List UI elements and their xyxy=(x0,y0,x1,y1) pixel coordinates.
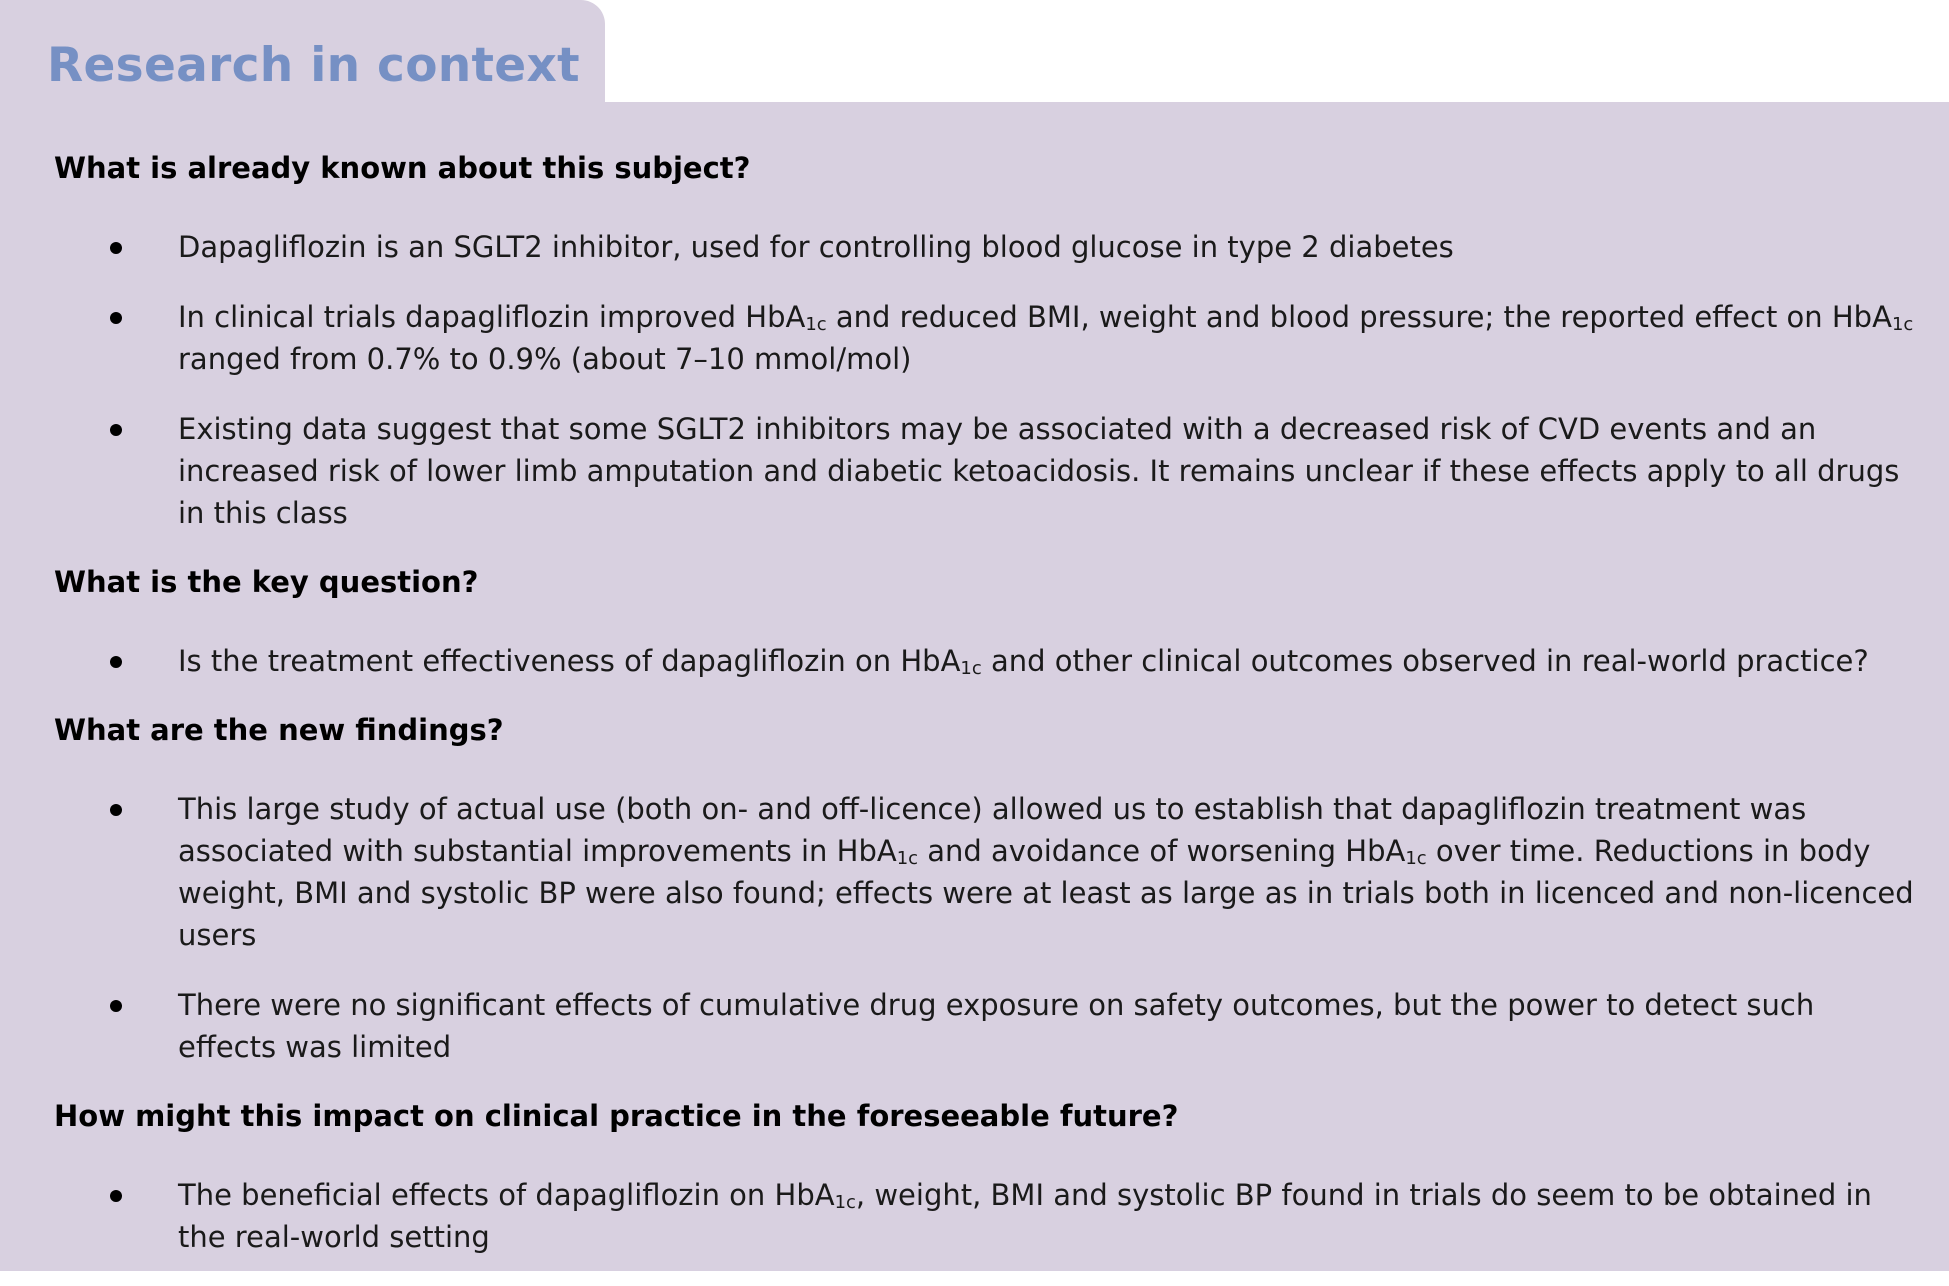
subscript: 1c xyxy=(960,658,982,680)
bullet-dot xyxy=(110,312,122,324)
bullet-dot xyxy=(110,242,122,254)
bullet-text: and avoidance of worsening HbA xyxy=(918,834,1406,868)
subscript: 1c xyxy=(834,1192,856,1214)
section-heading: What is the key question? xyxy=(54,565,479,599)
bullet-text: and other clinical outcomes observed in real-world practice? xyxy=(981,644,1869,678)
subscript: 1c xyxy=(896,848,919,870)
section-impact xyxy=(54,1096,1914,1258)
bullet-list xyxy=(54,1174,1914,1258)
section-heading: How might this impact on clinical practice in the foreseeable future? xyxy=(54,1099,1179,1133)
bullet-text: There were no significant effects of cumulative drug exposure on safety outcomes, but the power to detect such effects was limited xyxy=(178,988,1815,1064)
bullet-item xyxy=(54,296,1914,380)
bullet-dot xyxy=(110,424,122,436)
subscript: 1c xyxy=(805,314,827,336)
section-heading: What are the new findings? xyxy=(54,713,504,747)
bullet-text: ranged from 0.7% to 0.9% (about 7–10 mmol/mol) xyxy=(178,342,912,376)
bullet-text: over time. Reductions in body weight, BMI and systolic BP were also found; effects were at least as large as in trials both in licenced and non-licenced users xyxy=(178,834,1914,952)
bullet-text: In clinical trials dapagliflozin improved HbA xyxy=(178,300,806,334)
bullet-list xyxy=(54,226,1914,534)
bullet-item xyxy=(54,1174,1914,1258)
bullet-text: This large study of actual use (both on- and off-licence) allowed us to establish that dapagliflozin treatment was associated with substantial improvements in HbA xyxy=(178,792,1807,868)
bullet-text: Dapagliflozin is an SGLT2 inhibitor, used for controlling blood glucose in type 2 diabetes xyxy=(178,230,1454,264)
section-heading: What is already known about this subject? xyxy=(54,151,751,185)
box-title: Research in context xyxy=(47,38,580,93)
bullet-text: The beneficial effects of dapagliflozin on HbA xyxy=(178,1178,835,1212)
bullet-text: Is the treatment effectiveness of dapagliflozin on HbA xyxy=(178,644,961,678)
section-key-question xyxy=(54,562,1914,682)
subscript: 1c xyxy=(1405,848,1427,870)
bullet-dot xyxy=(110,1190,122,1202)
bullet-dot xyxy=(110,804,122,816)
section-new-findings xyxy=(54,710,1914,1068)
bullet-list xyxy=(54,640,1914,682)
bullet-dot xyxy=(110,656,122,668)
subscript: 1c xyxy=(1891,314,1914,336)
content xyxy=(54,148,1914,1286)
section-known xyxy=(54,148,1914,534)
bullet-item xyxy=(54,226,1914,268)
bullet-item xyxy=(54,788,1914,956)
bullet-item xyxy=(54,640,1914,682)
bullet-item xyxy=(54,984,1914,1068)
bullet-item xyxy=(54,408,1914,534)
bullet-text: Existing data suggest that some SGLT2 inhibitors may be associated with a decreased risk of CVD events and an increased risk of lower limb amputation and diabetic ketoacidosis. It remains unclear if these effects apply to all drugs in this class xyxy=(178,412,1900,530)
bullet-list xyxy=(54,788,1914,1068)
bullet-text: , weight, BMI and systolic BP found in trials do seem to be obtained in the real-world setting xyxy=(178,1178,1872,1254)
bullet-text: and reduced BMI, weight and blood pressure; the reported effect on HbA xyxy=(826,300,1892,334)
bullet-dot xyxy=(110,1000,122,1012)
